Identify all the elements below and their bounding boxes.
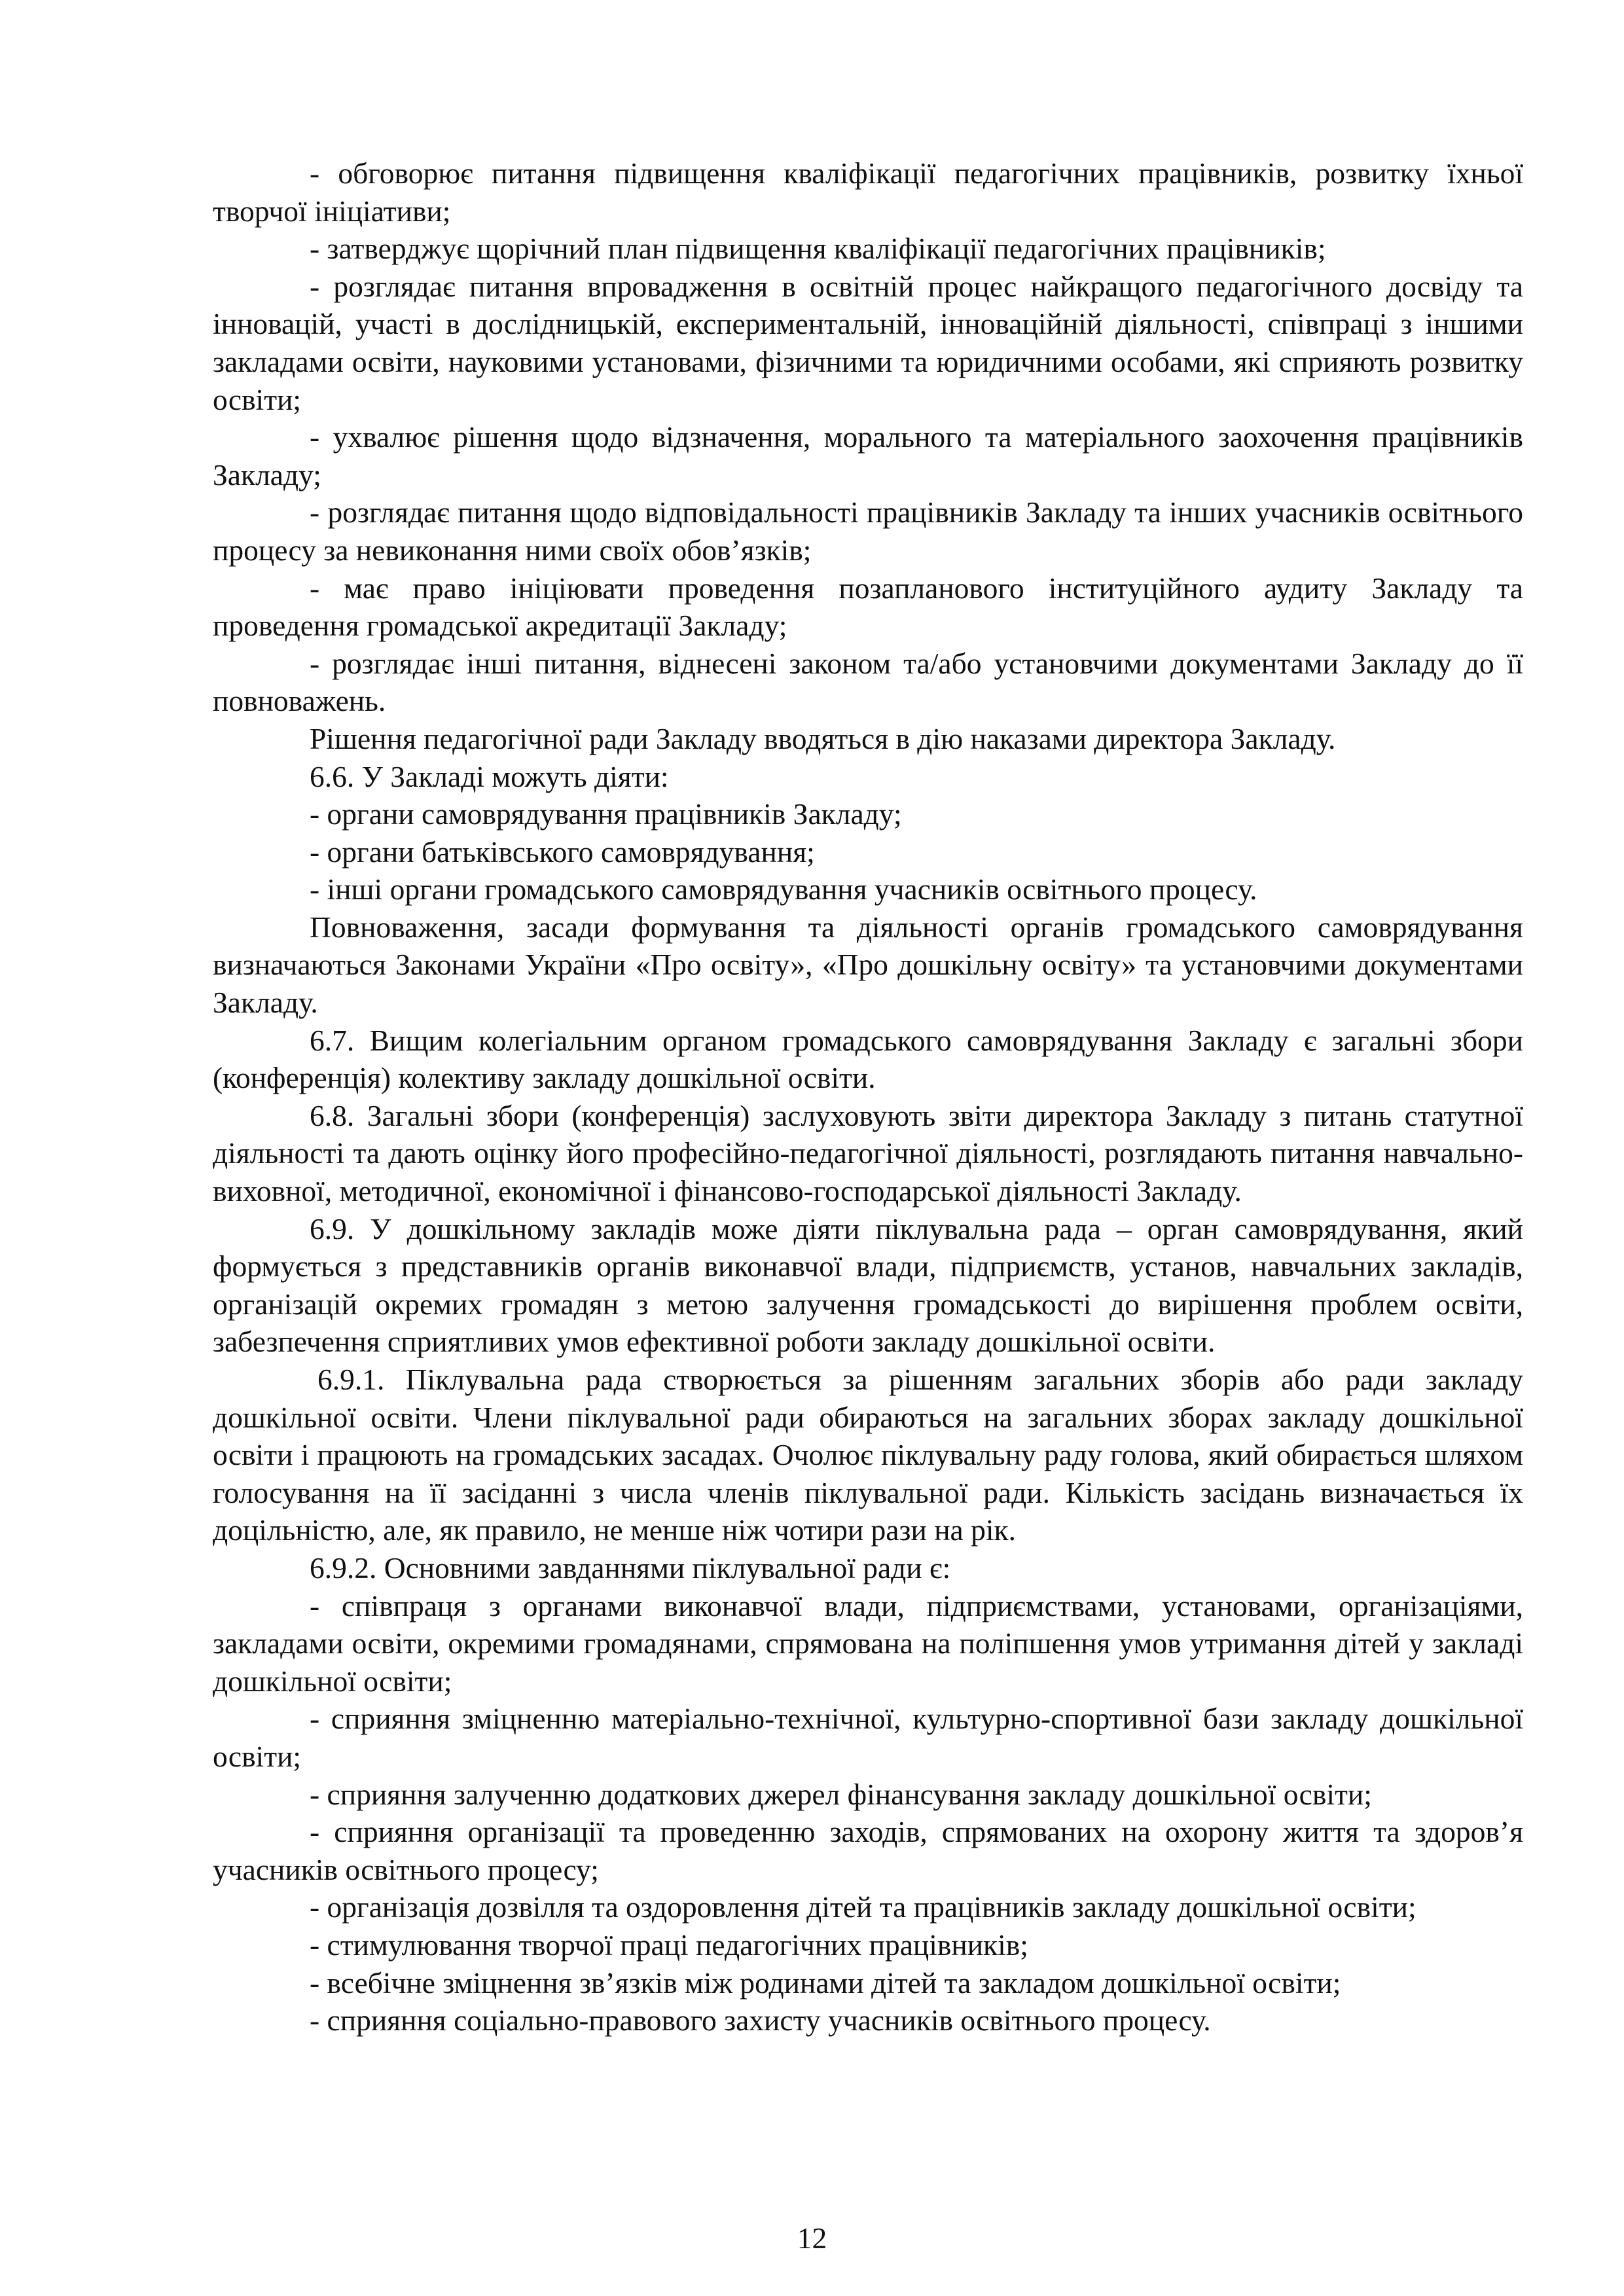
paragraph-powers: Повноваження, засади формування та діяльності органів громадського самоврядування визначаються Законами України «Про освіту», «Про дошкільну освіту» та установчими документами Закладу. bbox=[213, 910, 1523, 1020]
section-6-9: 6.9. У дошкільному закладів може діяти піклувальна рада – орган самоврядування, який формується з представників органів виконавчої влади, підприємств, установ, навчальних закладів, організацій окремих громадян з метою залучення громадськості до вирішення проблем освіти, забезпечення сприятливих умов ефективної роботи закладу дошкільної освіти. bbox=[213, 1211, 1523, 1359]
document-page bbox=[213, 154, 1523, 2039]
section-6-6-heading: 6.6. У Закладі можуть діяти: bbox=[310, 759, 669, 793]
paragraph-decisions: Рішення педагогічної ради Закладу вводяться в дію наказами директора Закладу. bbox=[310, 721, 1336, 755]
list-item-funding: - сприяння залученню додаткових джерел фінансування закладу дошкільної освіти; bbox=[310, 1777, 1372, 1811]
paragraph-rewards: - ухвалює рішення щодо відзначення, морального та матеріального заохочення працівників Закладу; bbox=[213, 420, 1523, 492]
list-item-health-protection: - сприяння організації та проведенню заходів, спрямованих на охорону життя та здоров’я учасників освітнього процесу; bbox=[213, 1815, 1523, 1886]
paragraph-innovation: - розглядає питання впровадження в освітній процес найкращого педагогічного досвіду та інновацій, участі в дослідницькій, експериментальній, інноваційній діяльності, співпраці з іншими закладами освіти, науковими установами, фізичними та юридичними особами, які сприяють розвитку освіти; bbox=[213, 269, 1523, 416]
section-6-9-1: 6.9.1. Піклувальна рада створюється за рішенням загальних зборів або ради закладу дошкільної освіти. Члени піклувальної ради обираються на загальних зборах закладу дошкільної освіти і працюють на громадських засадах. Очолює піклувальну раду голова, який обирається шляхом голосування на її засіданні з числа членів піклувальної ради. Кількість засідань визначається їх доцільністю, але, як правило, не менше ніж чотири рази на рік. bbox=[213, 1363, 1523, 1547]
list-item-parent-bodies: - органи батьківського самоврядування; bbox=[310, 834, 815, 869]
list-item-legal-protection: - сприяння соціально-правового захисту учасників освітнього процесу. bbox=[310, 2003, 1211, 2037]
section-6-7: 6.7. Вищим колегіальним органом громадського самоврядування Закладу є загальні збори (конференція) колективу закладу дошкільної освіти. bbox=[213, 1023, 1523, 1095]
page-number: 12 bbox=[797, 2221, 827, 2255]
list-item-stimulation: - стимулювання творчої праці педагогічних працівників; bbox=[310, 1928, 1028, 1962]
list-item-staff-bodies: - органи самоврядування працівників Закладу; bbox=[310, 797, 902, 831]
paragraph-audit: - має право ініціювати проведення позапланового інституційного аудиту Закладу та проведення громадської акредитації Закладу; bbox=[213, 571, 1523, 643]
list-item-material-base: - сприяння зміцненню матеріально-технічної, культурно-спортивної бази закладу дошкільної освіти; bbox=[213, 1702, 1523, 1773]
list-item-other-bodies: - інші органи громадського самоврядування учасників освітнього процесу. bbox=[310, 872, 1257, 906]
paragraph-responsibility: - розглядає питання щодо відповідальності працівників Закладу та інших учасників освітнього процесу за невиконання ними своїх обов’язків; bbox=[213, 495, 1523, 567]
section-6-8: 6.8. Загальні збори (конференція) заслуховують звіти директора Закладу з питань статутної діяльності та дають оцінку його професійно-педагогічної діяльності, розглядають питання навчально-виховної, методичної, економічної і фінансово-господарської діяльності Закладу. bbox=[213, 1098, 1523, 1208]
paragraph-discusses-qualification: - обговорює питання підвищення кваліфікації педагогічних працівників, розвитку їхньої творчої ініціативи; bbox=[213, 156, 1523, 228]
paragraph-other-matters: - розглядає інші питання, віднесені законом та/або установчими документами Закладу до її повноважень. bbox=[213, 646, 1523, 718]
section-6-9-2-heading: 6.9.2. Основними завданнями піклувальної ради є: bbox=[310, 1551, 951, 1585]
list-item-family-ties: - всебічне зміцнення зв’язків між родинами дітей та закладом дошкільної освіти; bbox=[310, 1965, 1341, 2000]
list-item-leisure: - організація дозвілля та оздоровлення дітей та працівників закладу дошкільної освіти; bbox=[310, 1890, 1416, 1924]
list-item-cooperation: - співпраця з органами виконавчої влади, підприємствами, установами, організаціями, закладами освіти, окремими громадянами, спрямована на поліпшення умов утримання дітей у закладі дошкільної освіти; bbox=[213, 1588, 1523, 1698]
paragraph-approves-plan: - затверджує щорічний план підвищення кваліфікації педагогічних працівників; bbox=[310, 232, 1326, 266]
